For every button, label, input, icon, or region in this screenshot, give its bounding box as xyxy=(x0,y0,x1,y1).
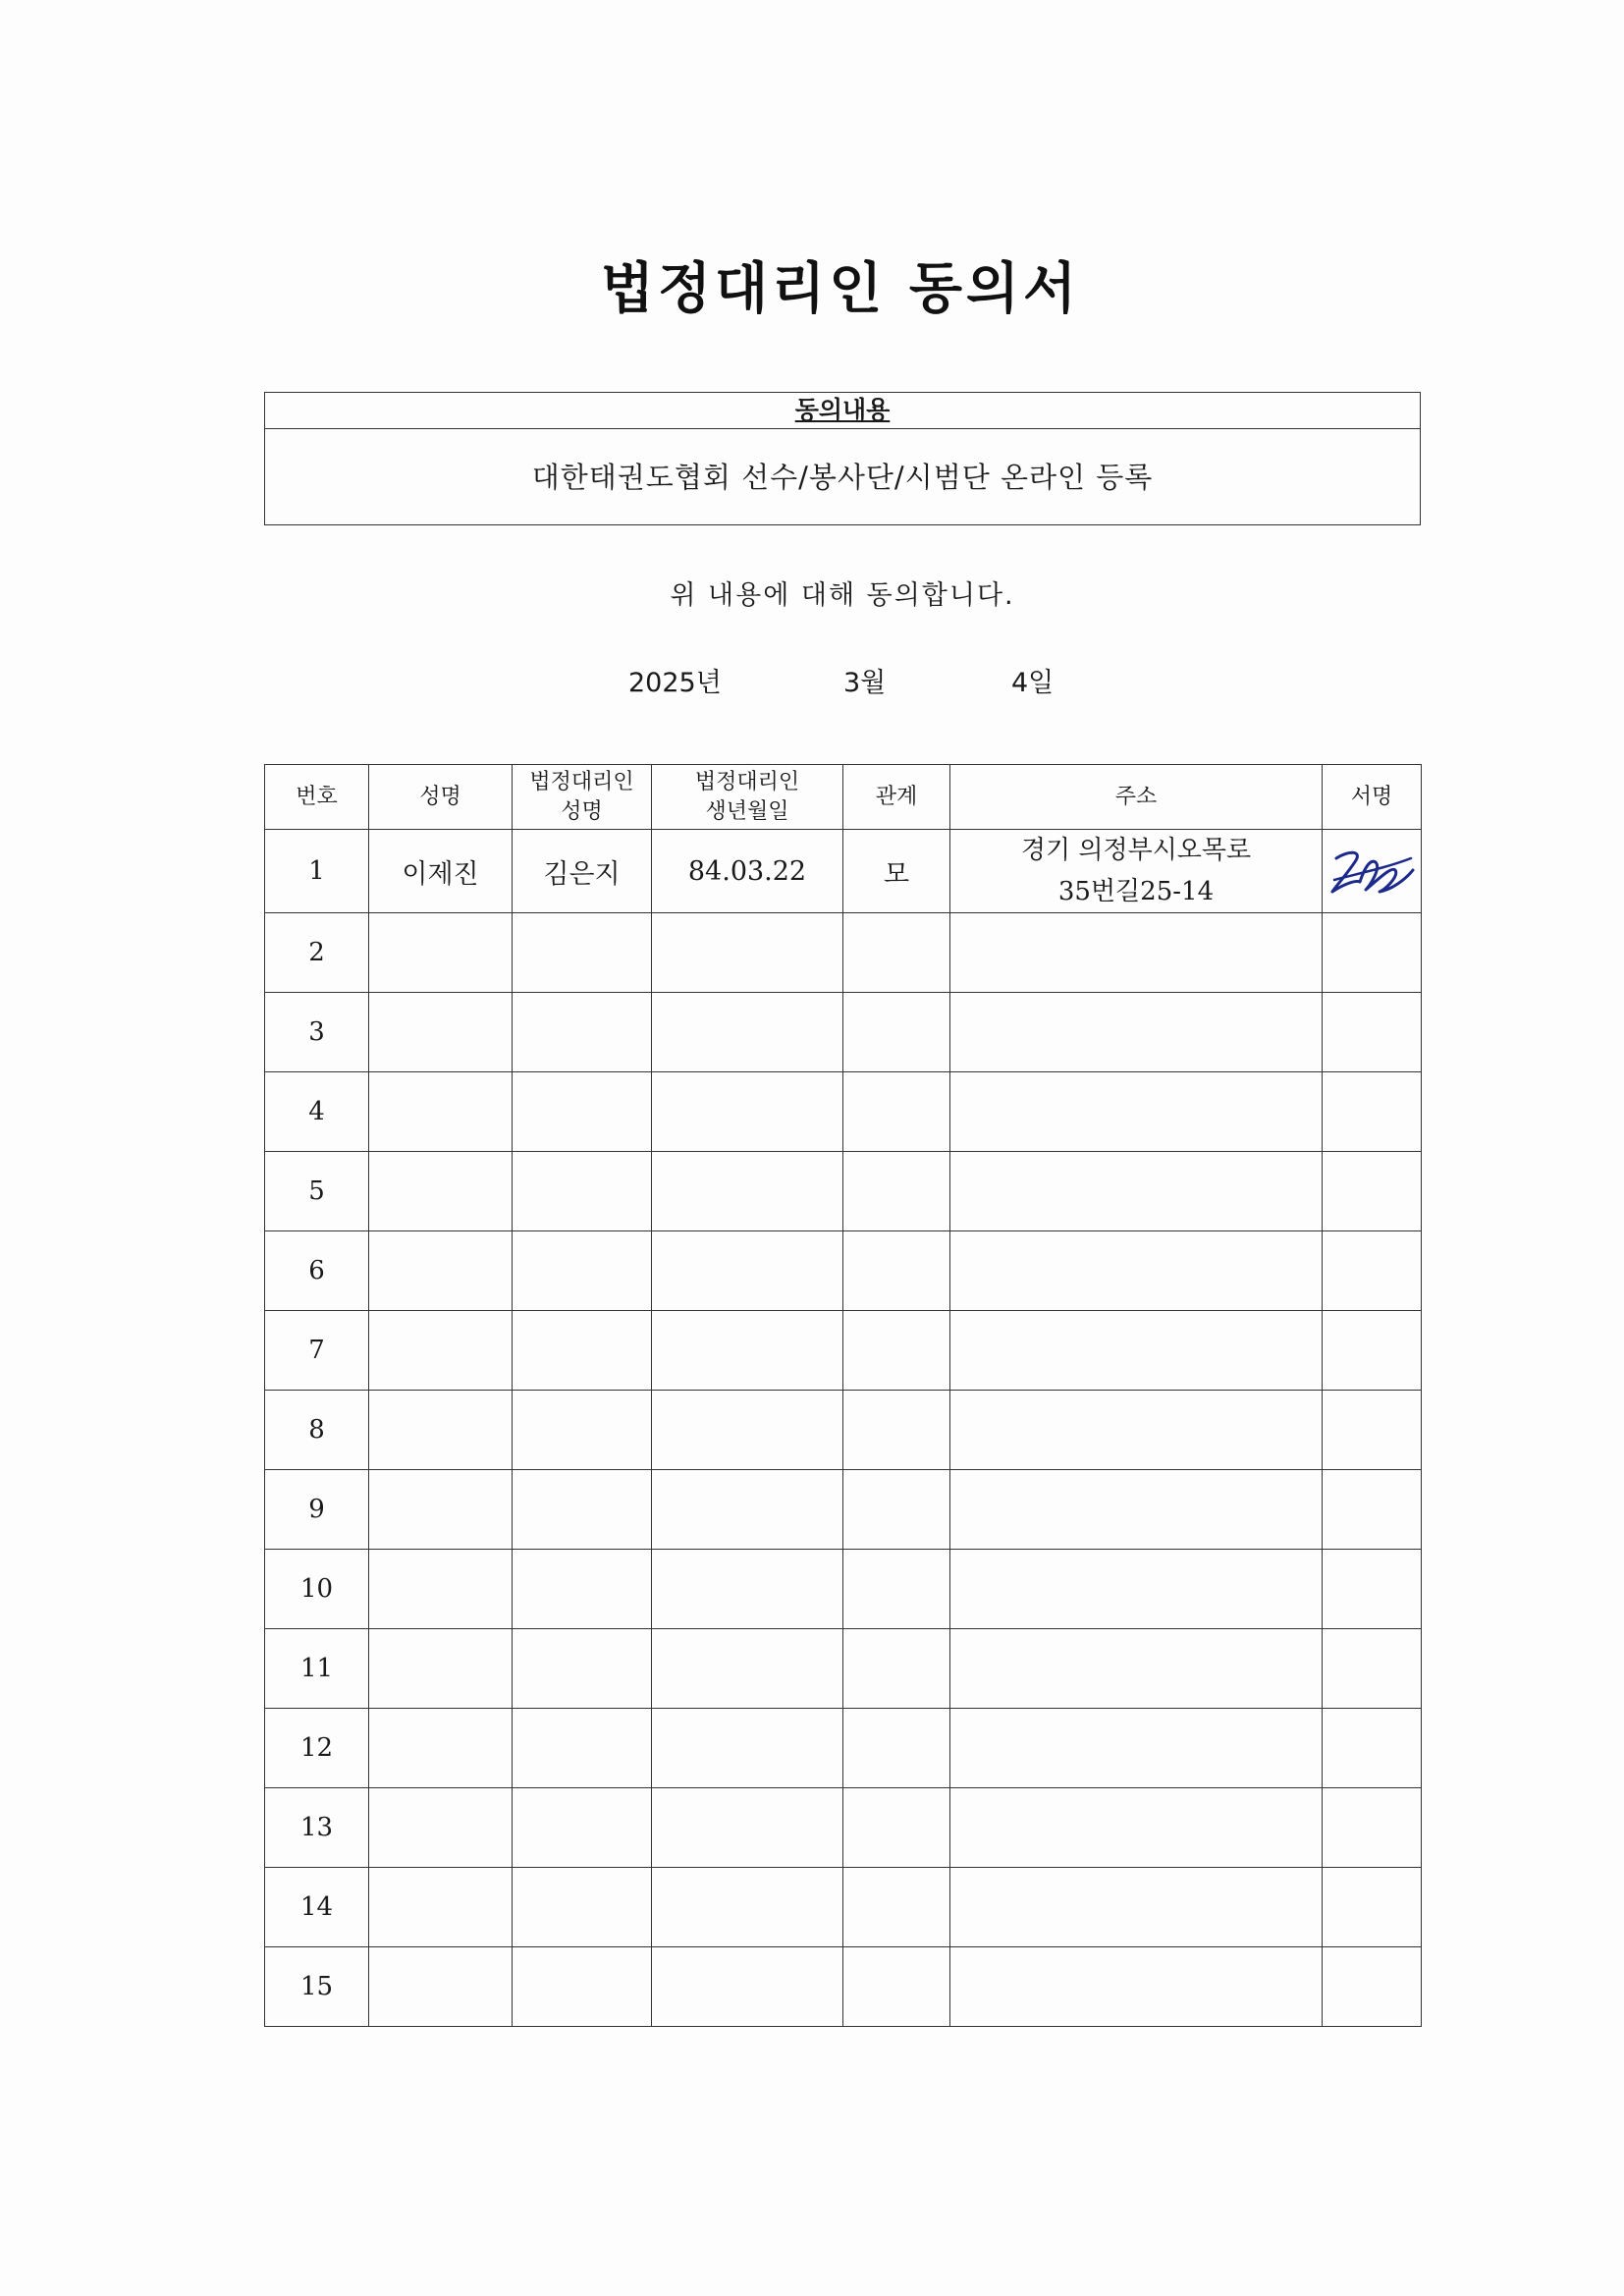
date-year: 2025년 xyxy=(628,668,722,698)
cell-no: 9 xyxy=(265,1470,369,1550)
table-row xyxy=(265,1709,1422,1788)
cell-signature xyxy=(1323,993,1422,1072)
cell-name xyxy=(369,993,513,1072)
cell-guardian-birth xyxy=(652,1629,843,1709)
cell-address xyxy=(950,1231,1323,1311)
table-header-row xyxy=(265,765,1422,830)
cell-address xyxy=(950,830,1323,913)
cell-relation xyxy=(843,1868,950,1947)
cell-address xyxy=(950,1470,1323,1550)
cell-address xyxy=(950,1947,1323,2027)
cell-guardian-name xyxy=(513,1152,652,1231)
table-row xyxy=(265,913,1422,993)
table-row xyxy=(265,1391,1422,1470)
cell-name xyxy=(369,1311,513,1391)
cell-address xyxy=(950,1709,1323,1788)
table-row xyxy=(265,1311,1422,1391)
cell-relation xyxy=(843,913,950,993)
cell-name xyxy=(369,1550,513,1629)
cell-no: 7 xyxy=(265,1311,369,1391)
table-row xyxy=(265,993,1422,1072)
cell-guardian-birth xyxy=(652,913,843,993)
cell-no: 15 xyxy=(265,1947,369,2027)
cell-guardian-name xyxy=(513,913,652,993)
cell-signature xyxy=(1323,1709,1422,1788)
table-row xyxy=(265,830,1422,913)
header-guardian-name-text: 법정대리인 성명 xyxy=(529,769,634,824)
cell-signature xyxy=(1323,1629,1422,1709)
cell-no: 4 xyxy=(265,1072,369,1152)
cell-no: 11 xyxy=(265,1629,369,1709)
cell-guardian-birth xyxy=(652,1709,843,1788)
cell-guardian-name xyxy=(513,1550,652,1629)
table-row xyxy=(265,1788,1422,1868)
cell-signature xyxy=(1323,830,1422,913)
cell-guardian-birth xyxy=(652,993,843,1072)
cell-guardian-name xyxy=(513,1072,652,1152)
cell-address xyxy=(950,1629,1323,1709)
cell-no: 2 xyxy=(265,913,369,993)
cell-relation xyxy=(843,1391,950,1470)
address-line1: 경기 의정부시오목로 xyxy=(1020,836,1252,865)
cell-name xyxy=(369,1788,513,1868)
cell-no: 13 xyxy=(265,1788,369,1868)
cell-signature xyxy=(1323,1868,1422,1947)
cell-name xyxy=(369,913,513,993)
cell-signature xyxy=(1323,1550,1422,1629)
date-month: 3월 xyxy=(843,668,887,698)
cell-guardian-birth xyxy=(652,1470,843,1550)
cell-relation xyxy=(843,1311,950,1391)
cell-name xyxy=(369,1629,513,1709)
agreement-statement: 위 내용에 대해 동의합니다. xyxy=(670,580,1015,611)
cell-name xyxy=(369,1868,513,1947)
consent-box xyxy=(264,392,1421,525)
address-line2: 35번길25-14 xyxy=(1057,877,1215,906)
header-guardian-name xyxy=(513,765,652,830)
cell-guardian-birth xyxy=(652,1072,843,1152)
table-row xyxy=(265,1629,1422,1709)
guardian-consent-table xyxy=(264,764,1422,2027)
cell-address xyxy=(950,1391,1323,1470)
cell-address xyxy=(950,1550,1323,1629)
cell-guardian-birth xyxy=(652,1788,843,1868)
table-row xyxy=(265,1152,1422,1231)
cell-no: 12 xyxy=(265,1709,369,1788)
document-title: 법정대리인 동의서 xyxy=(600,257,1081,321)
cell-relation xyxy=(843,1152,950,1231)
cell-name xyxy=(369,1709,513,1788)
date-day: 4일 xyxy=(1011,668,1055,698)
cell-no: 10 xyxy=(265,1550,369,1629)
cell-guardian-birth xyxy=(652,1231,843,1311)
cell-address xyxy=(950,1072,1323,1152)
cell-address xyxy=(950,1868,1323,1947)
cell-guardian-birth xyxy=(652,1391,843,1470)
cell-name xyxy=(369,1470,513,1550)
cell-address xyxy=(950,993,1323,1072)
header-relation: 관계 xyxy=(843,765,950,830)
cell-relation xyxy=(843,993,950,1072)
cell-guardian-name xyxy=(513,1470,652,1550)
cell-signature xyxy=(1323,1231,1422,1311)
cell-signature xyxy=(1323,1788,1422,1868)
cell-relation xyxy=(843,1947,950,2027)
header-guardian-birth-text: 법정대리인 생년월일 xyxy=(694,769,800,824)
cell-guardian-name xyxy=(513,1709,652,1788)
cell-no: 1 xyxy=(265,830,369,913)
cell-relation: 모 xyxy=(843,830,950,913)
table-row xyxy=(265,1947,1422,2027)
cell-relation xyxy=(843,1629,950,1709)
cell-address xyxy=(950,1152,1323,1231)
cell-signature xyxy=(1323,1152,1422,1231)
consent-content: 대한태권도협회 선수/봉사단/시범단 온라인 등록 xyxy=(531,461,1154,494)
consent-heading: 동의내용 xyxy=(265,393,1420,429)
header-name: 성명 xyxy=(369,765,513,830)
handwritten-signature-icon xyxy=(1326,841,1417,902)
cell-relation xyxy=(843,1550,950,1629)
cell-guardian-name: 김은지 xyxy=(513,830,652,913)
header-guardian-birth xyxy=(652,765,843,830)
table-body xyxy=(265,830,1422,2027)
cell-guardian-birth xyxy=(652,1311,843,1391)
cell-guardian-birth xyxy=(652,1152,843,1231)
header-address: 주소 xyxy=(950,765,1323,830)
cell-name xyxy=(369,1391,513,1470)
cell-address xyxy=(950,1788,1323,1868)
header-no: 번호 xyxy=(265,765,369,830)
cell-signature xyxy=(1323,913,1422,993)
cell-relation xyxy=(843,1231,950,1311)
cell-no: 3 xyxy=(265,993,369,1072)
cell-no: 14 xyxy=(265,1868,369,1947)
cell-guardian-name xyxy=(513,993,652,1072)
cell-signature xyxy=(1323,1470,1422,1550)
cell-guardian-birth xyxy=(652,1868,843,1947)
table-row xyxy=(265,1072,1422,1152)
table-row xyxy=(265,1868,1422,1947)
cell-relation xyxy=(843,1709,950,1788)
cell-guardian-name xyxy=(513,1629,652,1709)
cell-signature xyxy=(1323,1072,1422,1152)
header-signature: 서명 xyxy=(1323,765,1422,830)
cell-guardian-birth: 84.03.22 xyxy=(652,830,843,913)
cell-relation xyxy=(843,1788,950,1868)
cell-no: 5 xyxy=(265,1152,369,1231)
cell-name xyxy=(369,1231,513,1311)
cell-address xyxy=(950,1311,1323,1391)
cell-guardian-name xyxy=(513,1231,652,1311)
table-row xyxy=(265,1231,1422,1311)
cell-no: 6 xyxy=(265,1231,369,1311)
cell-name xyxy=(369,1947,513,2027)
cell-no: 8 xyxy=(265,1391,369,1470)
cell-relation xyxy=(843,1470,950,1550)
cell-guardian-name xyxy=(513,1947,652,2027)
cell-signature xyxy=(1323,1391,1422,1470)
cell-address xyxy=(950,913,1323,993)
cell-name xyxy=(369,1152,513,1231)
cell-signature xyxy=(1323,1311,1422,1391)
table-row xyxy=(265,1550,1422,1629)
table-row xyxy=(265,1470,1422,1550)
cell-name: 이제진 xyxy=(369,830,513,913)
cell-guardian-name xyxy=(513,1391,652,1470)
cell-name xyxy=(369,1072,513,1152)
cell-guardian-birth xyxy=(652,1550,843,1629)
cell-signature xyxy=(1323,1947,1422,2027)
cell-relation xyxy=(843,1072,950,1152)
cell-guardian-name xyxy=(513,1868,652,1947)
cell-guardian-birth xyxy=(652,1947,843,2027)
cell-guardian-name xyxy=(513,1311,652,1391)
cell-guardian-name xyxy=(513,1788,652,1868)
